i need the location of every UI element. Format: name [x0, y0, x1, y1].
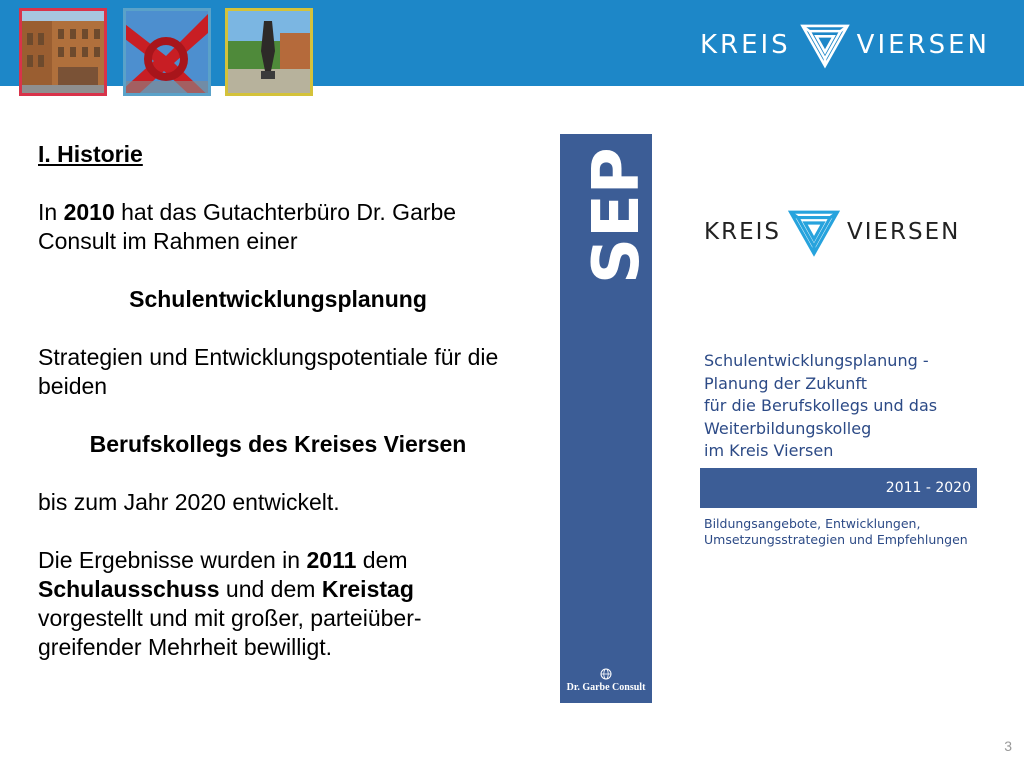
cover-spine-title — [560, 134, 652, 294]
years-bar — [700, 468, 977, 508]
paragraph-target-year: bis zum Jahr 2020 entwickelt. — [38, 489, 340, 515]
sep-title: SEP — [580, 147, 652, 284]
brand-text-right: VIERSEN — [856, 30, 990, 60]
cover-subtitle-line: Bildungsangebote, Entwicklungen, — [704, 516, 921, 531]
highlight-berufskollegs: Berufskollegs des Kreises Viersen — [89, 431, 467, 457]
paragraph-strategies: Strategien und Entwicklungspotentiale für die beiden — [38, 344, 499, 399]
publisher-mark — [566, 668, 646, 693]
publisher-name: Dr. Garbe Consult — [566, 682, 646, 693]
statue-photo — [225, 8, 313, 96]
cover-title-line: Planung der Zukunft — [704, 373, 868, 393]
header-bar — [0, 0, 1024, 86]
kreis-viersen-cover-logo-icon — [787, 206, 841, 258]
cover-logo-right: VIERSEN — [846, 219, 961, 245]
cover-title-line: für die Berufskollegs und das — [704, 396, 938, 415]
globe-icon — [600, 668, 612, 680]
paragraph-results: Die Ergebnisse wurden in 2011 dem Schulausschuss und dem Kreistag vorgestellt und mit großer, parteiüber-greifender Mehrheit bewilligt. — [38, 547, 422, 660]
main-text — [38, 140, 518, 662]
cover-kreis-viersen-logo — [704, 206, 960, 258]
cover-title-line: im Kreis Viersen — [704, 441, 834, 460]
cover-logo-left: KREIS — [704, 219, 781, 245]
cover-title — [704, 350, 984, 463]
page-number: 3 — [1004, 738, 1012, 754]
cover-subtitle-line: Umsetzungsstrategien und Empfehlungen — [704, 532, 968, 547]
paragraph-intro: In 2010 hat das Gutachterbüro Dr. Garbe Consult im Rahmen einer — [38, 199, 457, 254]
kreis-viersen-brand — [700, 20, 990, 70]
building-photo — [19, 8, 107, 96]
red-sculpture-photo — [123, 8, 211, 96]
cover-subtitle — [704, 516, 984, 548]
cover-title-line: Schulentwicklungsplanung - — [704, 351, 929, 370]
section-heading: I. Historie — [38, 141, 143, 167]
brand-text-left: KREIS — [699, 30, 791, 60]
highlight-schulentwicklungsplanung: Schulentwicklungsplanung — [129, 286, 427, 312]
cover-title-line: Weiterbildungskolleg — [704, 418, 872, 438]
kreis-viersen-logo-icon — [799, 20, 851, 70]
years-label: 2011 - 2020 — [885, 480, 971, 496]
